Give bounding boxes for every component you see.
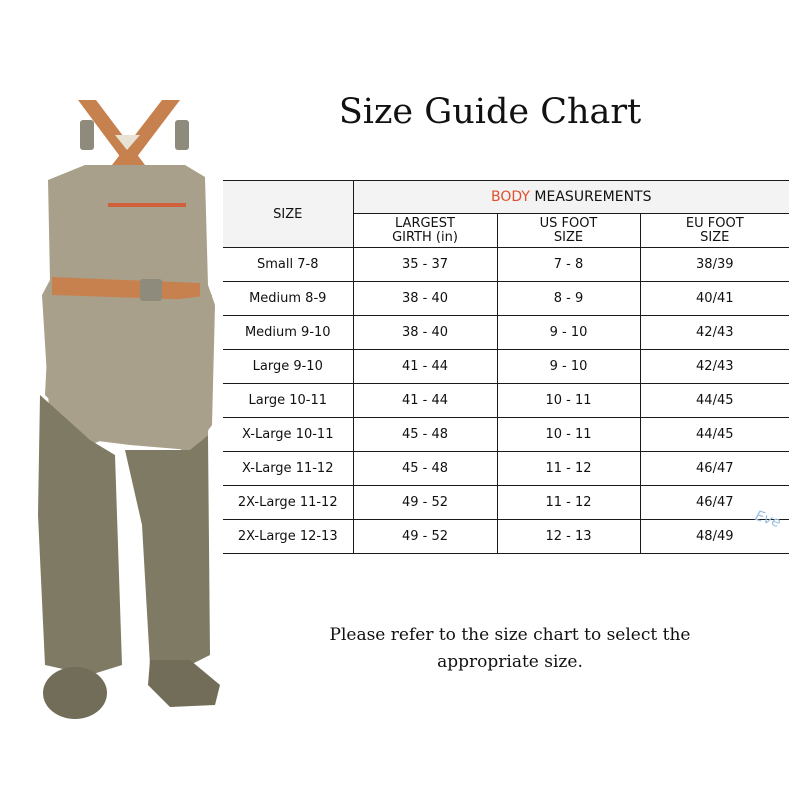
table-row [223, 520, 789, 554]
right-stocking-foot [148, 660, 220, 707]
size-advice-note [300, 622, 720, 676]
us-foot-cell: 10 - 11 [497, 384, 640, 418]
table-row [223, 384, 789, 418]
eu-foot-cell: 40/41 [640, 282, 789, 316]
left-stocking-foot [43, 667, 107, 719]
eu-foot-cell: 46/47 [640, 452, 789, 486]
table-row [223, 350, 789, 384]
table-row [223, 316, 789, 350]
eu-foot-cell: 46/47 [640, 486, 789, 520]
table-row [223, 418, 789, 452]
belt-buckle [140, 279, 162, 301]
us-foot-cell: 10 - 11 [497, 418, 640, 452]
size-cell: X-Large 11-12 [223, 452, 353, 486]
header-body-word: BODY [491, 189, 530, 205]
eu-foot-cell: 44/45 [640, 384, 789, 418]
chest-waders-image [30, 95, 230, 725]
girth-cell: 41 - 44 [353, 350, 497, 384]
girth-cell: 49 - 52 [353, 520, 497, 554]
us-foot-cell: 8 - 9 [497, 282, 640, 316]
us-foot-cell: 9 - 10 [497, 316, 640, 350]
girth-cell: 45 - 48 [353, 452, 497, 486]
size-advice-line-2: appropriate size. [437, 652, 583, 672]
size-cell: X-Large 10-11 [223, 418, 353, 452]
header-us-foot-size: US FOOT SIZE [497, 214, 640, 248]
size-cell: Large 9-10 [223, 350, 353, 384]
header-body-measurements [353, 181, 789, 214]
header-eu-foot-size: EU FOOT SIZE [640, 214, 789, 248]
eu-foot-cell: 42/43 [640, 350, 789, 384]
table-row [223, 452, 789, 486]
header-size: SIZE [223, 181, 353, 248]
size-cell: Medium 9-10 [223, 316, 353, 350]
size-cell: 2X-Large 11-12 [223, 486, 353, 520]
us-foot-cell: 12 - 13 [497, 520, 640, 554]
size-cell: Small 7-8 [223, 248, 353, 282]
girth-cell: 38 - 40 [353, 282, 497, 316]
us-foot-cell: 7 - 8 [497, 248, 640, 282]
girth-cell: 41 - 44 [353, 384, 497, 418]
eu-foot-cell: 44/45 [640, 418, 789, 452]
girth-cell: 49 - 52 [353, 486, 497, 520]
size-advice-line-1: Please refer to the size chart to select the [329, 625, 691, 645]
table-row [223, 248, 789, 282]
girth-cell: 38 - 40 [353, 316, 497, 350]
chest-pocket-zipper [108, 203, 186, 207]
size-cell: 2X-Large 12-13 [223, 520, 353, 554]
eu-foot-cell: 38/39 [640, 248, 789, 282]
girth-cell: 35 - 37 [353, 248, 497, 282]
table-row [223, 486, 789, 520]
eu-foot-cell: 42/43 [640, 316, 789, 350]
us-foot-cell: 9 - 10 [497, 350, 640, 384]
table-row [223, 282, 789, 316]
girth-cell: 45 - 48 [353, 418, 497, 452]
page-title: Size Guide Chart [338, 92, 642, 132]
header-largest-girth: LARGEST GIRTH (in) [353, 214, 497, 248]
watermark-text: Eve [753, 508, 783, 532]
suspender-straps [78, 100, 189, 170]
eu-foot-cell: 48/49 [640, 520, 789, 554]
us-foot-cell: 11 - 12 [497, 486, 640, 520]
size-guide-table [223, 180, 789, 554]
us-foot-cell: 11 - 12 [497, 452, 640, 486]
header-measurements-word: MEASUREMENTS [529, 189, 652, 205]
size-cell: Large 10-11 [223, 384, 353, 418]
size-cell: Medium 8-9 [223, 282, 353, 316]
